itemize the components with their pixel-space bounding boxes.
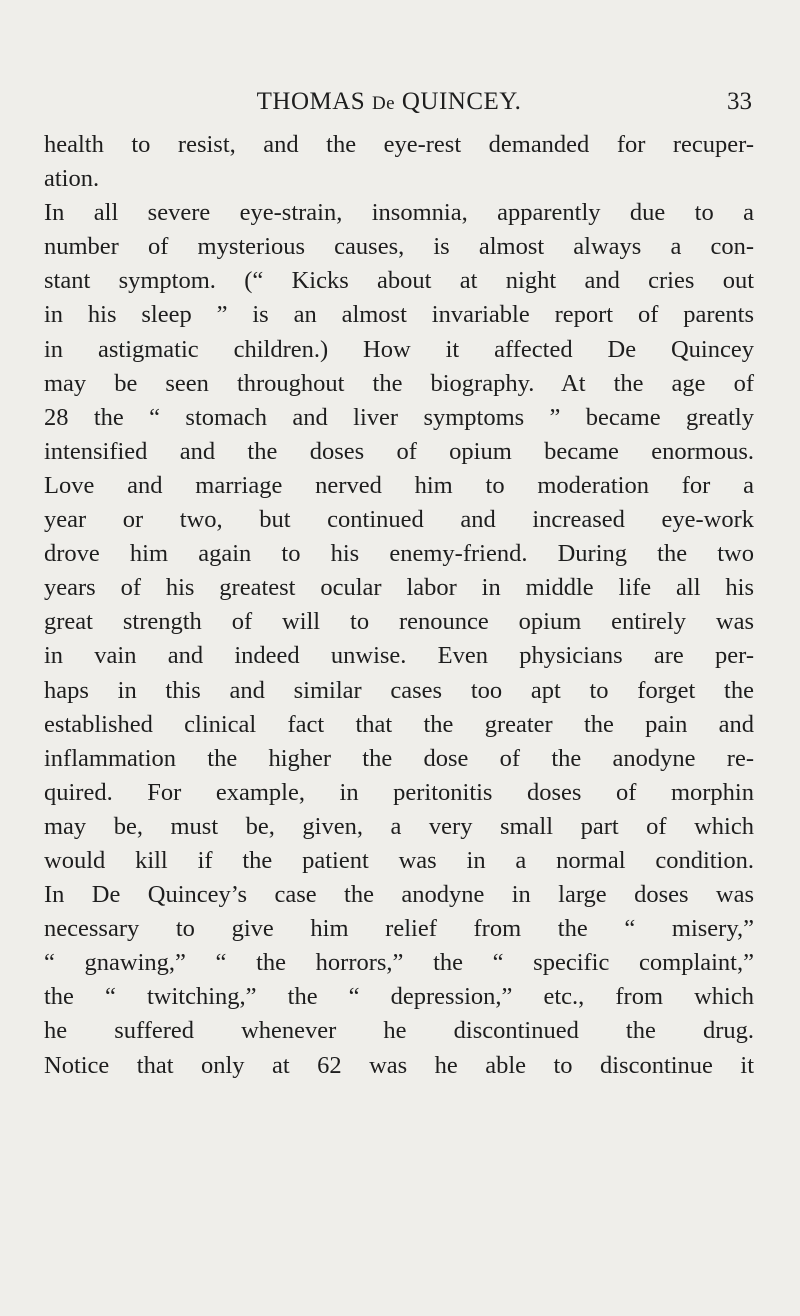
text-line: may be seen throughout the biography. At the age of	[44, 369, 754, 397]
running-header	[44, 82, 752, 122]
text-line: stant symptom. (“ Kicks about at night and cries out	[44, 267, 754, 295]
text-line: quired. For example, in peritonitis doses of morphin	[44, 778, 754, 806]
body-text	[44, 128, 754, 1083]
text-line: in his sleep ” is an almost invariable report of parents	[44, 301, 754, 329]
text-line: number of mysterious causes, is almost always a con-	[44, 233, 754, 261]
text-line: established clinical fact that the greater the pain and	[44, 710, 754, 738]
running-title	[204, 82, 574, 124]
text-line: inflammation the higher the dose of the anodyne re-	[44, 744, 754, 772]
text-line: In De Quincey’s case the anodyne in large doses was	[44, 881, 754, 909]
text-line: great strength of will to renounce opium entirely was	[44, 608, 754, 636]
text-line: “ gnawing,” “ the horrors,” the “ specific complaint,”	[44, 949, 754, 977]
page-number: 33	[727, 88, 752, 115]
text-line: the “ twitching,” the “ depression,” etc., from which	[44, 983, 754, 1011]
text-line: years of his greatest ocular labor in middle life all his	[44, 574, 754, 602]
running-title-part2: De	[371, 93, 396, 114]
text-line: drove him again to his enemy-friend. During the two	[44, 540, 754, 568]
text-line: haps in this and similar cases too apt to forget the	[44, 676, 754, 704]
text-line: 28 the “ stomach and liver symptoms ” became greatly	[44, 403, 754, 431]
text-line: in vain and indeed unwise. Even physicians are per-	[44, 642, 754, 670]
text-line: in astigmatic children.) How it affected De Quincey	[44, 335, 754, 363]
running-title-part1: THOMAS	[256, 88, 372, 115]
text-line: he suffered whenever he discontinued the drug.	[44, 1017, 754, 1045]
text-line: In all severe eye-strain, insomnia, apparently due to a	[44, 199, 754, 227]
text-line: Love and marriage nerved him to moderation for a	[44, 471, 754, 499]
text-line: health to resist, and the eye-rest demanded for recuper-	[44, 131, 754, 158]
text-line: intensified and the doses of opium became enormous.	[44, 437, 754, 465]
running-title-part3: QUINCEY.	[395, 88, 522, 115]
text-line: year or two, but continued and increased eye-work	[44, 506, 754, 534]
text-line: necessary to give him relief from the “ misery,”	[44, 915, 754, 943]
text-line: ation.	[44, 165, 100, 193]
text-line: would kill if the patient was in a normal condition.	[44, 846, 754, 874]
text-line: may be, must be, given, a very small part of which	[44, 812, 754, 840]
text-line: Notice that only at 62 was he able to discontinue it	[44, 1051, 754, 1079]
